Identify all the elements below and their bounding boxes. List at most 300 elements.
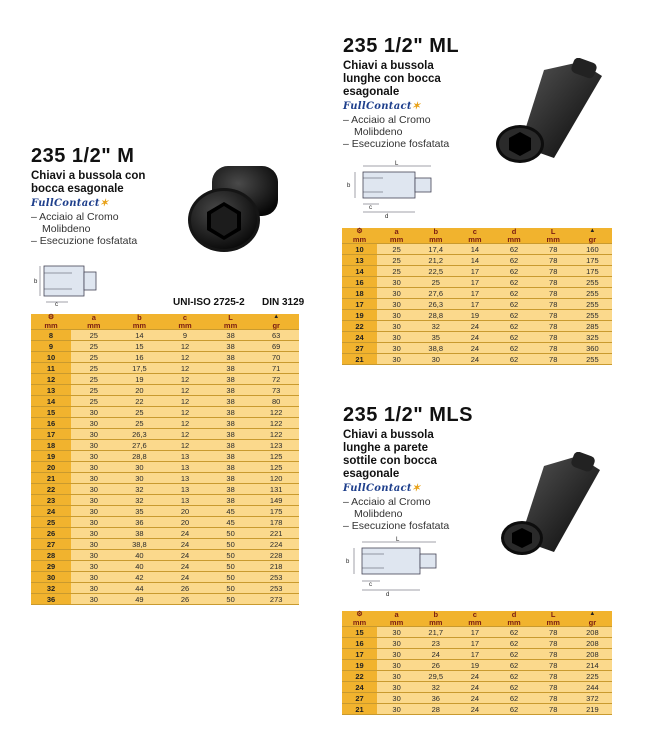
table-cell: 45 xyxy=(208,506,254,517)
table-cell: 26,3 xyxy=(117,429,163,440)
table-cell: 360 xyxy=(573,343,612,354)
table-cell: 149 xyxy=(253,495,299,506)
table-row xyxy=(31,451,299,462)
table-row xyxy=(342,682,612,693)
table-cell: 24 xyxy=(162,572,208,583)
column-header: c mm xyxy=(455,611,494,627)
table-cell: 30 xyxy=(71,484,117,495)
table-cell: 19 xyxy=(117,374,163,385)
table-cell: 24 xyxy=(455,693,494,704)
table-cell: 38 xyxy=(208,341,254,352)
table-cell: 12 xyxy=(162,363,208,374)
table-row xyxy=(342,649,612,660)
section-mls-subtitle: Chiavi a bussola lunghe a parete sottile con bocca esagonale xyxy=(343,429,437,480)
table-cell: 208 xyxy=(573,638,612,649)
table-cell: 30 xyxy=(71,594,117,605)
table-cell: 9 xyxy=(31,341,71,352)
table-cell: 24 xyxy=(31,506,71,517)
column-header: a mm xyxy=(71,314,117,330)
table-cell: 26 xyxy=(162,594,208,605)
table-cell: 8 xyxy=(31,330,71,341)
table-cell: 32 xyxy=(117,495,163,506)
table-cell: 25 xyxy=(31,517,71,528)
table-cell: 25 xyxy=(416,277,455,288)
table-cell: 16 xyxy=(342,638,377,649)
table-cell: 35 xyxy=(117,506,163,517)
table-cell: 80 xyxy=(253,396,299,407)
table-cell: 208 xyxy=(573,627,612,638)
drawing-label-b: b xyxy=(347,183,351,189)
table-cell: 30 xyxy=(377,693,416,704)
table-cell: 30 xyxy=(71,583,117,594)
column-header: L mm xyxy=(208,314,254,330)
table-cell: 30 xyxy=(71,572,117,583)
table-cell: 18 xyxy=(31,440,71,451)
table-cell: 25 xyxy=(71,374,117,385)
table-cell: 122 xyxy=(253,407,299,418)
table-cell: 78 xyxy=(534,660,573,671)
table-cell: 14 xyxy=(31,396,71,407)
table-cell: 30 xyxy=(377,277,416,288)
table-cell: 62 xyxy=(494,277,533,288)
table-cell: 62 xyxy=(494,704,533,715)
drawing-label-l: L xyxy=(396,537,400,543)
table-cell: 30 xyxy=(377,638,416,649)
table-cell: 13 xyxy=(31,385,71,396)
table-cell: 62 xyxy=(494,627,533,638)
table-row xyxy=(342,638,612,649)
table-cell: 78 xyxy=(534,288,573,299)
table-cell: 253 xyxy=(253,583,299,594)
table-cell: 38 xyxy=(208,374,254,385)
table-row xyxy=(31,517,299,528)
table-cell: 30 xyxy=(377,660,416,671)
table-cell: 24 xyxy=(455,671,494,682)
table-cell: 12 xyxy=(162,429,208,440)
table-cell: 125 xyxy=(253,462,299,473)
table-cell: 71 xyxy=(253,363,299,374)
table-cell: 62 xyxy=(494,354,533,365)
table-row xyxy=(342,627,612,638)
table-row xyxy=(31,352,299,363)
drawing-label-c: c xyxy=(369,582,372,588)
table-cell: 30 xyxy=(71,407,117,418)
table-cell: 78 xyxy=(534,354,573,365)
table-cell: 25 xyxy=(377,244,416,255)
table-cell: 15 xyxy=(31,407,71,418)
table-cell: 30 xyxy=(377,343,416,354)
table-cell: 25 xyxy=(71,341,117,352)
table-cell: 38 xyxy=(208,451,254,462)
table-row xyxy=(31,429,299,440)
table-cell: 14 xyxy=(117,330,163,341)
table-cell: 12 xyxy=(162,396,208,407)
table-cell: 30 xyxy=(377,321,416,332)
table-row xyxy=(31,440,299,451)
table-cell: 49 xyxy=(117,594,163,605)
table-cell: 255 xyxy=(573,310,612,321)
table-cell: 38 xyxy=(208,407,254,418)
table-row xyxy=(342,310,612,321)
table-cell: 78 xyxy=(534,343,573,354)
table-cell: 16 xyxy=(117,352,163,363)
table-cell: 78 xyxy=(534,266,573,277)
table-cell: 11 xyxy=(31,363,71,374)
table-cell: 62 xyxy=(494,682,533,693)
table-cell: 175 xyxy=(573,255,612,266)
table-cell: 62 xyxy=(494,660,533,671)
table-row xyxy=(31,495,299,506)
table-cell: 23 xyxy=(416,638,455,649)
table-cell: 28 xyxy=(416,704,455,715)
table-cell: 23 xyxy=(31,495,71,506)
table-cell: 122 xyxy=(253,429,299,440)
table-row xyxy=(31,385,299,396)
table-cell: 22 xyxy=(342,321,377,332)
drawing-label-c: c xyxy=(55,302,58,308)
table-cell: 24 xyxy=(162,528,208,539)
table-cell: 36 xyxy=(117,517,163,528)
column-header: b mm xyxy=(117,314,163,330)
table-cell: 22 xyxy=(117,396,163,407)
table-cell: 19 xyxy=(31,451,71,462)
table-cell: 24 xyxy=(342,332,377,343)
table-cell: 12 xyxy=(31,374,71,385)
table-row xyxy=(31,363,299,374)
table-cell: 17 xyxy=(342,299,377,310)
table-cell: 29,5 xyxy=(416,671,455,682)
table-cell: 70 xyxy=(253,352,299,363)
table-ml xyxy=(342,228,612,365)
table-cell: 30 xyxy=(71,561,117,572)
table-cell: 73 xyxy=(253,385,299,396)
table-cell: 38 xyxy=(208,495,254,506)
column-header: d mm xyxy=(494,611,533,627)
table-cell: 372 xyxy=(573,693,612,704)
table-cell: 50 xyxy=(208,594,254,605)
column-header: c mm xyxy=(455,228,494,244)
table-cell: 285 xyxy=(573,321,612,332)
table-cell: 78 xyxy=(534,244,573,255)
table-cell: 30 xyxy=(416,354,455,365)
table-cell: 30 xyxy=(377,704,416,715)
table-row xyxy=(31,330,299,341)
column-header: b mm xyxy=(416,228,455,244)
table-cell: 78 xyxy=(534,310,573,321)
drawing-label-b: b xyxy=(34,279,38,285)
table-row xyxy=(342,266,612,277)
table-cell: 14 xyxy=(455,255,494,266)
table-cell: 17,4 xyxy=(416,244,455,255)
table-cell: 40 xyxy=(117,561,163,572)
fullcontact-logo: FullContact✶ xyxy=(31,198,109,209)
table-cell: 30 xyxy=(71,451,117,462)
table-cell: 26 xyxy=(31,528,71,539)
table-cell: 25 xyxy=(377,266,416,277)
table-cell: 28,8 xyxy=(416,310,455,321)
table-cell: 14 xyxy=(342,266,377,277)
table-cell: 25 xyxy=(71,363,117,374)
table-cell: 30 xyxy=(71,528,117,539)
table-cell: 28 xyxy=(31,550,71,561)
technical-drawing-ml xyxy=(343,160,453,220)
table-row xyxy=(31,418,299,429)
table-cell: 244 xyxy=(573,682,612,693)
table-cell: 50 xyxy=(208,550,254,561)
table-cell: 26 xyxy=(416,660,455,671)
table-cell: 19 xyxy=(455,660,494,671)
table-cell: 38 xyxy=(208,484,254,495)
table-cell: 30 xyxy=(377,671,416,682)
table-cell: 12 xyxy=(162,352,208,363)
table-cell: 325 xyxy=(573,332,612,343)
table-cell: 30 xyxy=(377,649,416,660)
table-row xyxy=(31,462,299,473)
table-row xyxy=(342,255,612,266)
table-cell: 21 xyxy=(342,354,377,365)
table-row xyxy=(31,473,299,484)
table-cell: 78 xyxy=(534,638,573,649)
table-cell: 24 xyxy=(162,539,208,550)
drawing-label-l: L xyxy=(395,161,399,167)
table-cell: 13 xyxy=(162,451,208,462)
table-cell: 208 xyxy=(573,649,612,660)
table-row xyxy=(31,539,299,550)
table-cell: 27 xyxy=(342,343,377,354)
table-cell: 78 xyxy=(534,704,573,715)
table-cell: 27 xyxy=(342,693,377,704)
table-cell: 20 xyxy=(162,506,208,517)
table-cell: 24 xyxy=(342,682,377,693)
table-cell: 20 xyxy=(31,462,71,473)
table-cell: 38 xyxy=(117,528,163,539)
table-cell: 12 xyxy=(162,385,208,396)
table-cell: 62 xyxy=(494,343,533,354)
weight-icon: ▲ xyxy=(273,314,280,320)
table-cell: 228 xyxy=(253,550,299,561)
table-cell: 38 xyxy=(208,363,254,374)
table-cell: 24 xyxy=(455,354,494,365)
table-cell: 62 xyxy=(494,693,533,704)
section-m-bullets: – Acciaio al Cromo Molibdeno – Esecuzione fosfatata xyxy=(31,211,138,247)
table-cell: 62 xyxy=(494,332,533,343)
table-cell: 24 xyxy=(455,682,494,693)
table-cell: 38 xyxy=(208,429,254,440)
table-row xyxy=(342,332,612,343)
table-cell: 13 xyxy=(162,462,208,473)
table-cell: 62 xyxy=(494,321,533,332)
table-cell: 17 xyxy=(455,638,494,649)
table-cell: 24 xyxy=(455,704,494,715)
table-cell: 17,5 xyxy=(117,363,163,374)
table-cell: 19 xyxy=(342,660,377,671)
table-cell: 13 xyxy=(162,484,208,495)
table-cell: 273 xyxy=(253,594,299,605)
table-cell: 25 xyxy=(71,396,117,407)
table-cell: 13 xyxy=(162,473,208,484)
table-row xyxy=(31,396,299,407)
section-m-subtitle: Chiavi a bussola con bocca esagonale xyxy=(31,170,146,195)
table-cell: 30 xyxy=(71,473,117,484)
table-cell: 38 xyxy=(208,352,254,363)
table-cell: 25 xyxy=(71,352,117,363)
table-cell: 62 xyxy=(494,266,533,277)
table-cell: 30 xyxy=(377,354,416,365)
table-cell: 27,6 xyxy=(416,288,455,299)
table-cell: 175 xyxy=(573,266,612,277)
table-cell: 255 xyxy=(573,277,612,288)
table-cell: 22,5 xyxy=(416,266,455,277)
table-cell: 38 xyxy=(208,385,254,396)
table-cell: 17 xyxy=(455,649,494,660)
table-cell: 12 xyxy=(162,407,208,418)
drawing-label-c: c xyxy=(369,205,372,211)
column-header: a mm xyxy=(377,611,416,627)
table-cell: 12 xyxy=(162,341,208,352)
weight-icon: ▲ xyxy=(589,611,596,617)
table-cell: 120 xyxy=(253,473,299,484)
table-cell: 62 xyxy=(494,244,533,255)
table-cell: 78 xyxy=(534,693,573,704)
table-cell: 13 xyxy=(162,495,208,506)
table-cell: 30 xyxy=(377,288,416,299)
table-cell: 30 xyxy=(71,495,117,506)
table-cell: 78 xyxy=(534,255,573,266)
table-row xyxy=(342,671,612,682)
table-cell: 20 xyxy=(117,385,163,396)
table-cell: 78 xyxy=(534,277,573,288)
table-cell: 30 xyxy=(71,418,117,429)
table-row xyxy=(31,550,299,561)
table-cell: 10 xyxy=(342,244,377,255)
table-cell: 38,8 xyxy=(117,539,163,550)
table-cell: 221 xyxy=(253,528,299,539)
table-cell: 25 xyxy=(71,385,117,396)
table-cell: 44 xyxy=(117,583,163,594)
table-cell: 24 xyxy=(455,321,494,332)
hex-socket-icon: ⚙ xyxy=(356,611,363,618)
table-cell: 21,2 xyxy=(416,255,455,266)
column-header: ⚙ mm xyxy=(342,228,377,244)
table-cell: 78 xyxy=(534,682,573,693)
table-cell: 29 xyxy=(31,561,71,572)
table-cell: 28,8 xyxy=(117,451,163,462)
table-cell: 38 xyxy=(208,440,254,451)
section-ml-bullets: – Acciaio al Cromo Molibdeno – Esecuzione fosfatata xyxy=(343,114,450,150)
table-cell: 50 xyxy=(208,539,254,550)
section-ml-subtitle: Chiavi a bussola lunghe con bocca esagonale xyxy=(343,60,441,98)
table-cell: 78 xyxy=(534,671,573,682)
table-row xyxy=(31,484,299,495)
column-header: d mm xyxy=(494,228,533,244)
table-row xyxy=(342,660,612,671)
table-cell: 122 xyxy=(253,418,299,429)
table-cell: 22 xyxy=(342,671,377,682)
fullcontact-logo: FullContact✶ xyxy=(343,483,421,494)
table-cell: 50 xyxy=(208,583,254,594)
table-cell: 32 xyxy=(117,484,163,495)
table-cell: 24 xyxy=(162,561,208,572)
table-row xyxy=(31,583,299,594)
table-m xyxy=(31,314,299,605)
table-cell: 78 xyxy=(534,321,573,332)
table-cell: 69 xyxy=(253,341,299,352)
section-mls-title: 235 1/2" MLS xyxy=(343,404,473,426)
table-cell: 30 xyxy=(377,299,416,310)
socket-mls-image xyxy=(492,452,612,562)
table-cell: 14 xyxy=(455,244,494,255)
table-cell: 17 xyxy=(31,429,71,440)
table-cell: 63 xyxy=(253,330,299,341)
table-cell: 13 xyxy=(342,255,377,266)
table-cell: 30 xyxy=(117,473,163,484)
drawing-label-d: d xyxy=(385,214,389,220)
table-cell: 50 xyxy=(208,561,254,572)
table-row xyxy=(31,561,299,572)
standard-din: DIN 3129 xyxy=(262,297,305,308)
weight-icon: ▲ xyxy=(589,228,596,234)
table-cell: 214 xyxy=(573,660,612,671)
table-cell: 62 xyxy=(494,288,533,299)
table-cell: 36 xyxy=(31,594,71,605)
table-cell: 224 xyxy=(253,539,299,550)
table-cell: 50 xyxy=(208,572,254,583)
table-cell: 12 xyxy=(162,374,208,385)
table-cell: 12 xyxy=(162,440,208,451)
table-row xyxy=(342,704,612,715)
table-mls-header xyxy=(342,611,612,627)
table-cell: 30 xyxy=(71,517,117,528)
table-cell: 253 xyxy=(253,572,299,583)
table-cell: 24 xyxy=(455,343,494,354)
table-cell: 219 xyxy=(573,704,612,715)
table-cell: 62 xyxy=(494,310,533,321)
table-cell: 38,8 xyxy=(416,343,455,354)
table-cell: 20 xyxy=(162,517,208,528)
table-cell: 21 xyxy=(31,473,71,484)
table-row xyxy=(342,343,612,354)
technical-drawing-m xyxy=(32,258,112,308)
socket-ml-image xyxy=(484,58,614,168)
table-cell: 30 xyxy=(71,550,117,561)
socket-m-image xyxy=(182,158,282,258)
column-header: ▲ gr xyxy=(573,228,612,244)
table-cell: 25 xyxy=(117,418,163,429)
table-cell: 17 xyxy=(455,266,494,277)
table-cell: 78 xyxy=(534,649,573,660)
table-cell: 255 xyxy=(573,299,612,310)
table-cell: 27,6 xyxy=(117,440,163,451)
table-cell: 16 xyxy=(342,277,377,288)
table-cell: 35 xyxy=(416,332,455,343)
table-cell: 30 xyxy=(31,572,71,583)
drawing-label-d: d xyxy=(386,592,390,598)
table-cell: 30 xyxy=(71,539,117,550)
table-cell: 10 xyxy=(31,352,71,363)
column-header: ⚙ mm xyxy=(31,314,71,330)
table-m-header xyxy=(31,314,299,330)
table-cell: 21,7 xyxy=(416,627,455,638)
table-cell: 62 xyxy=(494,671,533,682)
table-cell: 24 xyxy=(455,332,494,343)
table-cell: 62 xyxy=(494,649,533,660)
table-cell: 15 xyxy=(342,627,377,638)
table-cell: 30 xyxy=(377,310,416,321)
column-header: ▲ gr xyxy=(253,314,299,330)
table-cell: 160 xyxy=(573,244,612,255)
column-header: L mm xyxy=(534,611,573,627)
table-cell: 26 xyxy=(162,583,208,594)
